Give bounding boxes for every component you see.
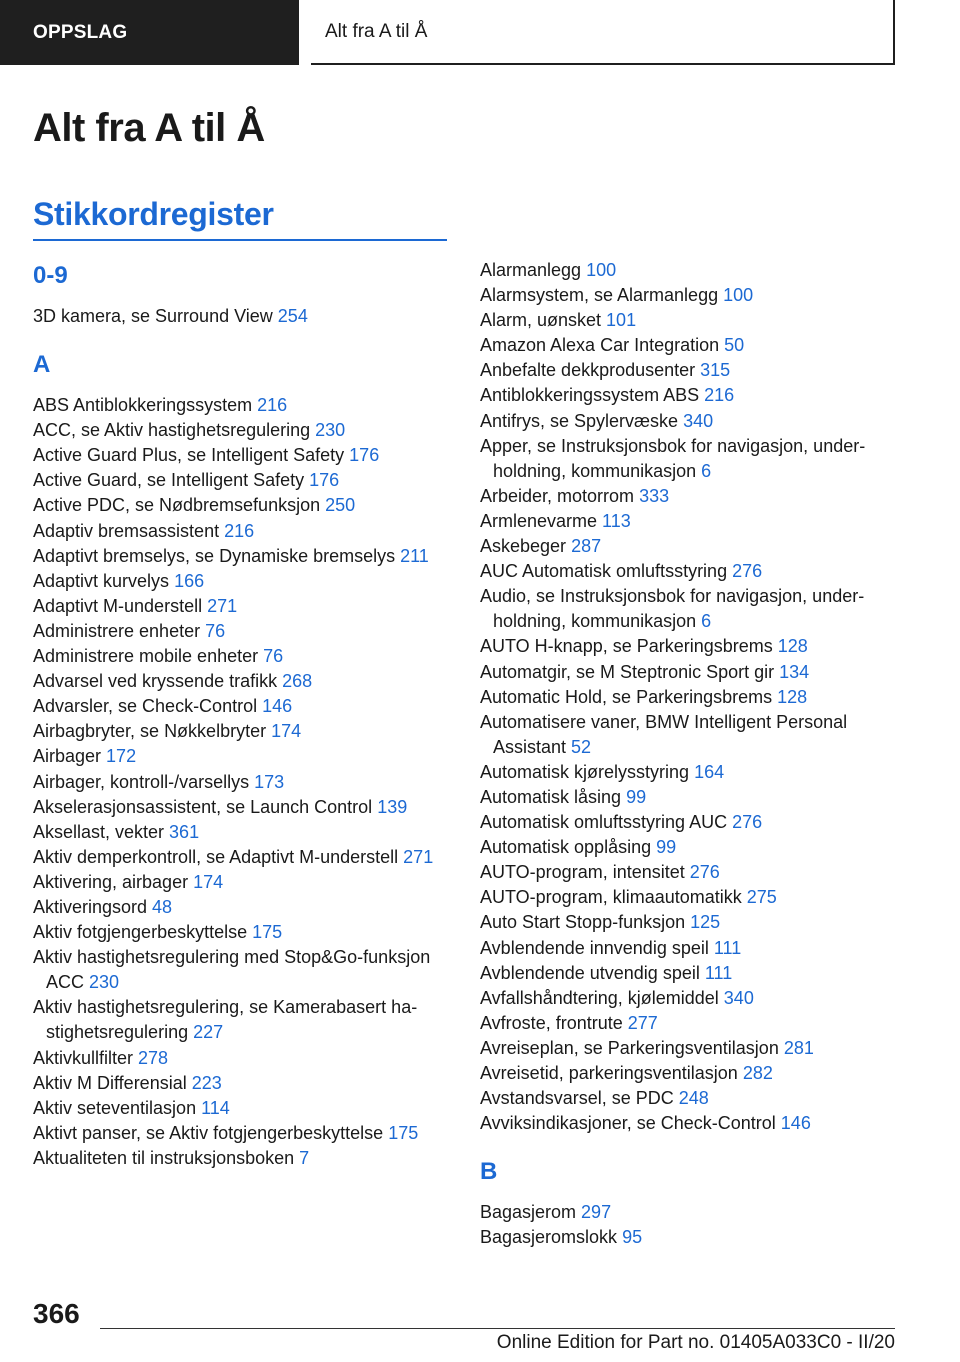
index-entry <box>480 936 900 961</box>
footer-edition-text: Online Edition for Part no. 01405A033C0 - II/20 <box>496 1332 895 1353</box>
index-entry-page-link[interactable]: 76 <box>263 646 284 667</box>
index-entry-term: Aktiv seteventilasjon <box>33 1097 197 1118</box>
index-entry-list <box>33 393 453 1171</box>
index-entry <box>33 770 453 795</box>
index-entry-term: Adaptivt kurvelys <box>33 570 170 591</box>
index-entry-term: Avreiseplan, se Parkeringsventilasjon <box>480 1037 779 1058</box>
section-title: Stikkordregister <box>33 196 447 241</box>
index-entry <box>33 895 453 920</box>
index-entry <box>33 493 453 518</box>
index-entry-term: Armlenevarme <box>480 510 598 531</box>
index-entry-term: Aktiv M Differensial <box>33 1072 187 1093</box>
index-entry <box>480 1200 900 1225</box>
index-entry-term: Adaptivt bremselys, se Dynamiske bremselys <box>33 545 396 566</box>
index-entry-page-link[interactable]: 333 <box>639 485 670 506</box>
index-entry-term: Automatisk låsing <box>480 786 622 807</box>
index-entry-page-link[interactable]: 287 <box>571 536 602 557</box>
index-entry-term: Airbager, kontroll-/varsellys <box>33 771 250 792</box>
index-entry-list <box>480 258 900 1136</box>
index-entry-page-link[interactable]: 248 <box>678 1088 709 1109</box>
index-entry-page-link[interactable]: 175 <box>388 1122 419 1143</box>
index-entry-term: Aktivt panser, se Aktiv fotgjengerbeskyttelse <box>33 1122 384 1143</box>
index-entry-term: AUTO-program, klimaautomatikk <box>480 887 742 908</box>
index-entry-page-link[interactable]: 7 <box>299 1147 310 1168</box>
index-entry-term: Adaptivt M-understell <box>33 595 203 616</box>
index-entry-page-link[interactable]: 76 <box>205 620 226 641</box>
index-entry <box>33 1121 453 1146</box>
index-entry <box>33 1046 453 1071</box>
index-entry-page-link[interactable]: 175 <box>252 922 283 943</box>
index-entry-page-link[interactable]: 271 <box>403 846 434 867</box>
index-entry-term: Administrere enheter <box>33 620 201 641</box>
index-entry-term: Avfroste, frontrute <box>480 1012 623 1033</box>
index-entry <box>480 584 900 634</box>
index-entry-page-link[interactable]: 176 <box>349 445 380 466</box>
index-entry-term: Avstandsvarsel, se PDC <box>480 1088 674 1109</box>
index-entry-term: Active PDC, se Nødbremsefunksjon <box>33 495 321 516</box>
index-entry-term: AUTO-program, intensitet <box>480 862 685 883</box>
index-entry-term: Antifrys, se Spylervæske <box>480 410 679 431</box>
index-entry-term: Avblendende utvendig speil <box>480 962 700 983</box>
index-entry-page-link[interactable]: 250 <box>325 495 356 516</box>
index-entry <box>33 995 453 1045</box>
index-entry-term: Apper, se Instruksjonsbok for navigasjon, underholdning, kommunikasjon <box>480 435 866 481</box>
header-chapter-tab <box>311 0 895 65</box>
index-entry <box>480 484 900 509</box>
index-entry-list <box>480 1200 900 1250</box>
index-entry-term: Askebeger <box>480 536 567 557</box>
index-entry <box>480 660 900 685</box>
index-entry <box>33 418 453 443</box>
index-entry <box>33 719 453 744</box>
index-entry-term: Adaptiv bremsassistent <box>33 520 220 541</box>
index-entry-page-link[interactable]: 276 <box>689 862 720 883</box>
index-entry <box>33 468 453 493</box>
index-entry-page-link[interactable]: 111 <box>713 937 742 958</box>
index-entry <box>480 559 900 584</box>
index-entry <box>33 393 453 418</box>
index-entry-term: Administrere mobile enheter <box>33 646 259 667</box>
index-entry-term: Automatic Hold, se Parkeringsbrems <box>480 686 773 707</box>
index-entry <box>480 534 900 559</box>
index-entry-page-link[interactable]: 361 <box>169 821 200 842</box>
index-entry-term: Alarmanlegg <box>480 260 582 280</box>
index-entry-page-link[interactable]: 111 <box>704 962 733 983</box>
index-entry-page-link[interactable]: 281 <box>783 1037 814 1058</box>
index-entry <box>33 1146 453 1171</box>
index-entry <box>480 283 900 308</box>
page-number: 366 <box>33 1298 80 1329</box>
index-entry <box>480 860 900 885</box>
index-entry-page-link[interactable]: 95 <box>622 1227 643 1248</box>
index-entry-page-link[interactable]: 216 <box>257 395 288 416</box>
index-entry-page-link[interactable]: 271 <box>207 595 238 616</box>
index-entry-page-link[interactable]: 276 <box>732 812 763 833</box>
index-entry <box>33 694 453 719</box>
index-entry <box>480 1011 900 1036</box>
index-entry-term: AUTO H-knapp, se Parkeringsbrems <box>480 636 773 657</box>
index-entry-term: Avreisetid, parkeringsventilasjon <box>480 1063 738 1083</box>
letter-heading: B <box>480 1158 498 1186</box>
index-entry-page-link[interactable]: 48 <box>152 896 173 917</box>
index-entry <box>33 544 453 569</box>
index-entry <box>480 333 900 358</box>
index-entry-page-link[interactable]: 230 <box>315 420 346 441</box>
index-entry <box>480 1036 900 1061</box>
index-entry-page-link[interactable]: 276 <box>732 561 763 582</box>
index-entry-term: Advarsler, se Check-Control <box>33 696 258 717</box>
index-entry-term: Automatisere vaner, BMW Intelligent Personal Assistant <box>480 711 848 757</box>
index-entry-term: Avviksindikasjoner, se Check-Control <box>480 1113 776 1134</box>
index-entry <box>33 519 453 544</box>
index-entry <box>33 820 453 845</box>
index-entry-page-link[interactable]: 134 <box>779 661 810 682</box>
index-entry-page-link[interactable]: 173 <box>254 771 285 792</box>
index-entry <box>33 870 453 895</box>
index-entry-term: AUC Automatisk omluftsstyring <box>480 561 728 582</box>
index-entry <box>480 634 900 659</box>
index-entry-page-link[interactable]: 340 <box>723 987 754 1008</box>
index-entry-term: Arbeider, motorrom <box>480 485 635 506</box>
index-entry-term: Audio, se Instruksjonsbok for navigasjon, underholdning, kommunikasjon <box>480 586 865 632</box>
index-entry-page-link[interactable]: 52 <box>571 736 592 757</box>
index-entry-page-link[interactable]: 230 <box>89 972 120 993</box>
index-entry <box>480 509 900 534</box>
footer-divider <box>100 1328 895 1329</box>
index-entry <box>33 920 453 945</box>
index-entry-page-link[interactable]: 277 <box>627 1012 658 1033</box>
index-entry-term: Aktiv demperkontroll, se Adaptivt M-understell <box>33 846 399 867</box>
index-entry-page-link[interactable]: 176 <box>309 470 340 491</box>
index-entry-term: Amazon Alexa Car Integration <box>480 335 720 356</box>
index-entry-page-link[interactable]: 125 <box>690 912 721 933</box>
index-entry-term: Avfallshåndtering, kjølemiddel <box>480 987 719 1008</box>
index-entry-page-link[interactable]: 315 <box>700 360 731 381</box>
index-entry-term: Bagasjeromslokk <box>480 1227 618 1248</box>
index-entry-page-link[interactable]: 139 <box>377 796 408 817</box>
index-entry <box>480 885 900 910</box>
index-entry-page-link[interactable]: 6 <box>701 611 712 632</box>
index-entry-page-link[interactable]: 166 <box>174 570 205 591</box>
index-entry-page-link[interactable]: 174 <box>271 721 302 742</box>
index-entry-term: Auto Start Stopp-funksjon <box>480 912 686 933</box>
index-entry <box>33 569 453 594</box>
index-entry <box>33 304 453 329</box>
page-title: Alt fra A til Å <box>33 106 265 150</box>
index-entry <box>480 383 900 408</box>
index-entry-page-link[interactable]: 164 <box>694 761 725 782</box>
index-entry-term: Akselerasjonsassistent, se Launch Control <box>33 796 373 817</box>
index-entry-term: Airbager <box>33 746 102 767</box>
index-entry-term: Active Guard Plus, se Intelligent Safety <box>33 445 345 466</box>
index-entry-term: ACC, se Aktiv hastighetsregulering <box>33 420 311 441</box>
index-column-right <box>480 258 900 1250</box>
index-entry-term: 3D kamera, se Surround View <box>33 306 273 326</box>
index-entry-term: Aktivering, airbager <box>33 871 189 892</box>
index-entry-term: Aktivkullfilter <box>33 1047 134 1068</box>
index-entry-term: Anbefalte dekkprodusenter <box>480 360 696 381</box>
index-entry-page-link[interactable]: 254 <box>277 306 308 326</box>
index-entry <box>480 986 900 1011</box>
index-entry-list <box>33 304 453 329</box>
index-entry <box>480 1225 900 1250</box>
index-entry-page-link[interactable]: 227 <box>193 1022 224 1043</box>
index-entry-page-link[interactable]: 114 <box>201 1097 230 1118</box>
index-entry-page-link[interactable]: 211 <box>400 545 429 566</box>
chapter-label: Alt fra A til Å <box>325 20 428 42</box>
index-entry-page-link[interactable]: 146 <box>780 1113 811 1134</box>
index-entry <box>480 1061 900 1086</box>
index-entry-page-link[interactable]: 275 <box>746 887 777 908</box>
index-entry-term: Antiblokkeringssystem ABS <box>480 385 700 406</box>
index-entry-page-link[interactable]: 99 <box>656 837 677 858</box>
index-entry-term: Aktiv fotgjengerbeskyttelse <box>33 922 248 943</box>
index-entry-page-link[interactable]: 216 <box>224 520 255 541</box>
index-entry-page-link[interactable]: 128 <box>777 636 808 657</box>
index-entry-term: Bagasjerom <box>480 1202 577 1223</box>
index-entry-page-link[interactable]: 297 <box>581 1202 612 1223</box>
index-entry <box>480 409 900 434</box>
index-entry <box>480 358 900 383</box>
index-entry-term: Active Guard, se Intelligent Safety <box>33 470 305 491</box>
index-entry <box>480 1111 900 1136</box>
index-entry-term: Automatisk kjørelysstyring <box>480 761 690 782</box>
index-entry-term: Aktualiteten til instruksjonsboken <box>33 1147 295 1168</box>
index-entry-page-link[interactable]: 128 <box>777 686 808 707</box>
index-entry-page-link[interactable]: 99 <box>626 786 647 807</box>
index-entry-term: Automatisk opplåsing <box>480 837 652 858</box>
index-entry <box>480 910 900 935</box>
index-entry-page-link[interactable]: 113 <box>602 510 631 531</box>
index-entry <box>480 1086 900 1111</box>
index-entry <box>33 1096 453 1121</box>
index-entry <box>480 434 900 484</box>
index-entry-term: Advarsel ved kryssende trafikk <box>33 671 278 692</box>
index-entry-page-link[interactable]: 146 <box>262 696 293 717</box>
index-entry-term: Automatgir, se M Steptronic Sport gir <box>480 661 775 682</box>
letter-heading: 0-9 <box>33 262 68 289</box>
index-entry-page-link[interactable]: 174 <box>193 871 224 892</box>
index-entry <box>480 710 900 760</box>
index-entry <box>480 810 900 835</box>
index-entry-page-link[interactable]: 216 <box>704 385 735 406</box>
index-entry-term: Alarm, uønsket <box>480 310 602 331</box>
index-entry-page-link[interactable]: 100 <box>586 260 617 280</box>
index-entry-term: Avblendende innvendig speil <box>480 937 709 958</box>
index-entry <box>480 308 900 333</box>
index-entry <box>33 744 453 769</box>
index-entry <box>480 961 900 986</box>
header-section-tab <box>0 0 299 65</box>
index-entry-page-link[interactable]: 50 <box>724 335 745 356</box>
index-entry-page-link[interactable]: 340 <box>683 410 714 431</box>
index-entry-term: Aksellast, vekter <box>33 821 165 842</box>
index-entry-page-link[interactable]: 100 <box>723 285 754 306</box>
index-entry <box>33 594 453 619</box>
index-entry <box>480 258 900 283</box>
index-entry-term: Alarmsystem, se Alarmanlegg <box>480 285 719 306</box>
index-entry <box>33 619 453 644</box>
index-entry-page-link[interactable]: 101 <box>606 310 637 331</box>
index-entry <box>33 1071 453 1096</box>
index-entry <box>33 945 453 995</box>
letter-heading: A <box>33 351 51 379</box>
index-entry <box>480 760 900 785</box>
index-entry-term: Aktiv hastighetsregulering med Stop&Go-funksjon ACC <box>33 947 431 993</box>
index-entry-term: ABS Antiblokkeringssystem <box>33 395 253 416</box>
section-label: OPPSLAG <box>33 21 128 43</box>
index-entry <box>480 685 900 710</box>
index-entry-page-link[interactable]: 172 <box>106 746 137 767</box>
index-entry-page-link[interactable]: 268 <box>282 671 313 692</box>
index-entry <box>33 845 453 870</box>
index-entry-term: Airbagbryter, se Nøkkelbryter <box>33 721 267 742</box>
index-entry <box>480 835 900 860</box>
index-entry-page-link[interactable]: 282 <box>742 1063 773 1083</box>
index-entry-page-link[interactable]: 223 <box>191 1072 222 1093</box>
index-entry-term: Aktiveringsord <box>33 896 148 917</box>
index-entry <box>33 443 453 468</box>
index-column-left <box>33 258 453 1171</box>
index-entry <box>33 644 453 669</box>
index-entry-page-link[interactable]: 278 <box>138 1047 169 1068</box>
index-entry-term: Automatisk omluftsstyring AUC <box>480 812 728 833</box>
index-entry <box>33 795 453 820</box>
index-entry <box>33 669 453 694</box>
index-entry-term: Aktiv hastighetsregulering, se Kamerabasert hastighetsregulering <box>33 997 418 1043</box>
index-entry-page-link[interactable]: 6 <box>701 460 712 481</box>
index-entry <box>480 785 900 810</box>
